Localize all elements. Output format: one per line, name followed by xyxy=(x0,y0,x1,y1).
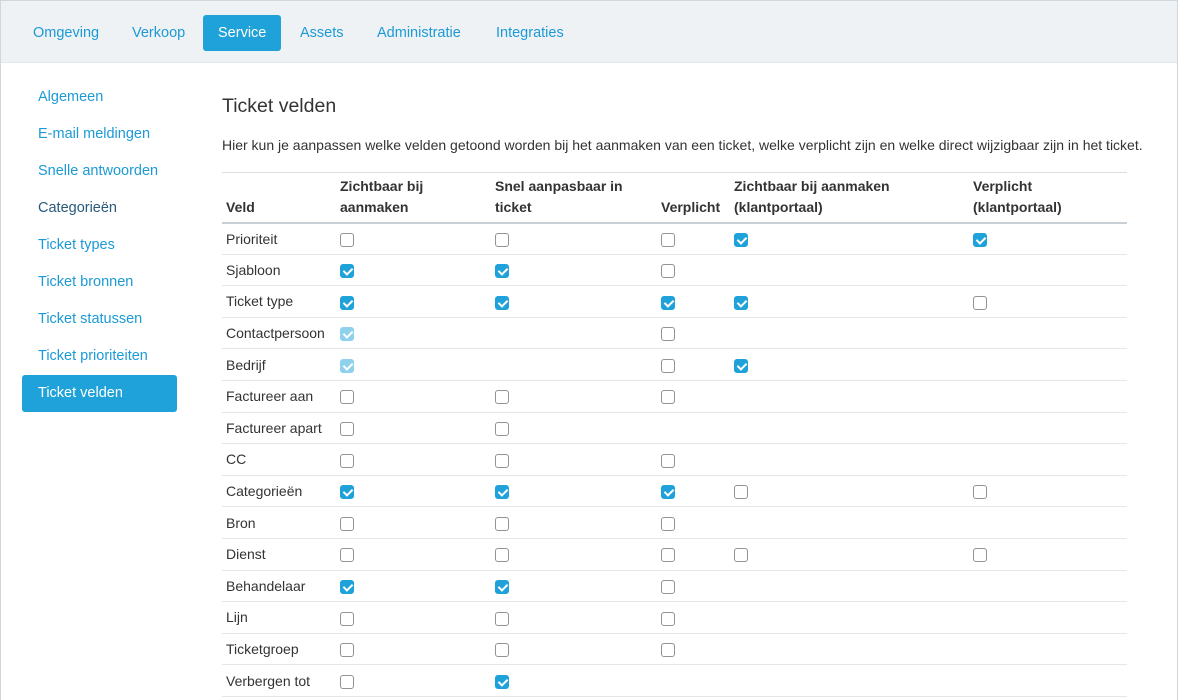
table-cell xyxy=(335,254,489,286)
zichtbaar-checkbox[interactable] xyxy=(340,422,354,436)
table-cell xyxy=(335,475,489,507)
table-cell xyxy=(728,349,967,381)
table-cell xyxy=(967,665,1127,697)
sidebar-item-categorieen[interactable]: Categorieën xyxy=(38,200,117,216)
field-label: Behandelaar xyxy=(226,577,306,594)
zichtbaar-checkbox[interactable] xyxy=(340,580,354,594)
verplicht-checkbox[interactable] xyxy=(661,327,675,341)
table-cell xyxy=(728,286,967,318)
table-cell xyxy=(655,633,728,665)
field-label: Dienst xyxy=(226,546,266,563)
table-cell xyxy=(655,286,728,318)
zichtbaar-checkbox xyxy=(340,359,354,373)
tab-assets[interactable]: Assets xyxy=(300,25,344,41)
table-cell xyxy=(728,665,967,697)
field-label: Prioriteit xyxy=(226,230,278,247)
table-cell xyxy=(655,223,728,255)
zichtbaar-checkbox[interactable] xyxy=(340,264,354,278)
table-cell xyxy=(728,633,967,665)
table-cell xyxy=(728,223,967,255)
sidebar-item-snelle-antwoorden[interactable]: Snelle antwoorden xyxy=(38,163,159,179)
table-cell xyxy=(489,570,655,602)
table-cell xyxy=(655,507,728,539)
table-cell xyxy=(335,633,489,665)
tab-integraties[interactable]: Integraties xyxy=(496,25,564,41)
zichtbaar-checkbox[interactable] xyxy=(340,517,354,531)
snel-aanpasbaar-checkbox[interactable] xyxy=(495,264,509,278)
snel-aanpasbaar-checkbox[interactable] xyxy=(495,643,509,657)
snel-aanpasbaar-checkbox[interactable] xyxy=(495,296,509,310)
top-navigation xyxy=(1,1,1178,63)
snel-aanpasbaar-checkbox[interactable] xyxy=(495,548,509,562)
table-cell xyxy=(655,602,728,634)
table-cell xyxy=(335,286,489,318)
field-label: Ticketgroep xyxy=(226,641,299,658)
sidebar-item-algemeen[interactable]: Algemeen xyxy=(38,89,104,105)
table-cell xyxy=(967,286,1127,318)
table-cell xyxy=(967,444,1127,476)
settings-sidebar xyxy=(22,79,177,412)
tab-verkoop[interactable]: Verkoop xyxy=(132,25,186,41)
verplicht-checkbox[interactable] xyxy=(661,485,675,499)
sidebar-item-email-meldingen[interactable]: E-mail meldingen xyxy=(38,126,151,142)
field-label: Bron xyxy=(226,514,256,531)
zichtbaar-checkbox xyxy=(340,327,354,341)
table-cell xyxy=(967,412,1127,444)
table-cell xyxy=(335,412,489,444)
field-label: Contactpersoon xyxy=(226,325,325,342)
zichtbaar-checkbox[interactable] xyxy=(340,643,354,657)
table-row xyxy=(222,223,1127,255)
field-label: Ticket type xyxy=(226,293,294,310)
table-row xyxy=(222,507,1127,539)
zichtbaar-checkbox[interactable] xyxy=(340,296,354,310)
table-cell xyxy=(335,507,489,539)
sidebar-item-ticket-velden[interactable]: Ticket velden xyxy=(22,375,177,412)
table-cell xyxy=(728,254,967,286)
table-cell xyxy=(967,633,1127,665)
verplicht-checkbox[interactable] xyxy=(661,454,675,468)
zichtbaar-checkbox[interactable] xyxy=(340,390,354,404)
table-row xyxy=(222,538,1127,570)
field-label: Lijn xyxy=(226,609,248,626)
table-row xyxy=(222,444,1127,476)
table-cell xyxy=(728,475,967,507)
snel-aanpasbaar-checkbox[interactable] xyxy=(495,517,509,531)
table-row xyxy=(222,380,1127,412)
table-cell xyxy=(655,570,728,602)
verplicht-checkbox[interactable] xyxy=(661,296,675,310)
zichtbaar-checkbox[interactable] xyxy=(340,612,354,626)
zichtbaar-klantportaal-checkbox[interactable] xyxy=(734,296,748,310)
zichtbaar-klantportaal-checkbox[interactable] xyxy=(734,359,748,373)
field-label: Bedrijf xyxy=(226,356,266,373)
table-cell xyxy=(967,317,1127,349)
table-cell xyxy=(335,223,489,255)
zichtbaar-checkbox[interactable] xyxy=(340,454,354,468)
table-cell xyxy=(728,412,967,444)
snel-aanpasbaar-checkbox[interactable] xyxy=(495,485,509,499)
snel-aanpasbaar-checkbox[interactable] xyxy=(495,454,509,468)
verplicht-checkbox[interactable] xyxy=(661,264,675,278)
verplicht-klantportaal-checkbox[interactable] xyxy=(973,233,987,247)
header-veld: Veld xyxy=(226,198,255,215)
table-cell xyxy=(489,538,655,570)
table-header-row xyxy=(222,173,1127,223)
table-row xyxy=(222,349,1127,381)
table-cell xyxy=(967,475,1127,507)
table-row xyxy=(222,602,1127,634)
table-cell xyxy=(489,412,655,444)
table-row xyxy=(222,475,1127,507)
field-label: Categorieën xyxy=(226,483,303,500)
table-cell xyxy=(655,412,728,444)
field-label: Sjabloon xyxy=(226,261,281,278)
table-cell xyxy=(655,317,728,349)
verplicht-checkbox[interactable] xyxy=(661,359,675,373)
verplicht-checkbox[interactable] xyxy=(661,548,675,562)
table-cell xyxy=(967,602,1127,634)
table-cell xyxy=(655,538,728,570)
table-cell xyxy=(489,665,655,697)
snel-aanpasbaar-checkbox[interactable] xyxy=(495,422,509,436)
table-cell xyxy=(967,380,1127,412)
table-row xyxy=(222,254,1127,286)
sidebar-item-ticket-prioriteiten[interactable]: Ticket prioriteiten xyxy=(38,348,148,364)
table-cell xyxy=(655,380,728,412)
table-cell xyxy=(335,570,489,602)
ticket-fields-table xyxy=(222,172,1127,697)
field-label: Verbergen tot xyxy=(226,672,311,689)
table-cell xyxy=(489,254,655,286)
table-cell xyxy=(728,380,967,412)
table-cell xyxy=(489,602,655,634)
table-cell xyxy=(655,665,728,697)
table-body xyxy=(222,223,1127,697)
header-snel-aanpasbaar: Snel aanpasbaar in ticket xyxy=(495,177,623,215)
table-cell xyxy=(728,444,967,476)
table-cell xyxy=(489,633,655,665)
zichtbaar-klantportaal-checkbox[interactable] xyxy=(734,485,748,499)
verplicht-klantportaal-checkbox[interactable] xyxy=(973,296,987,310)
table-cell xyxy=(967,570,1127,602)
table-row xyxy=(222,412,1127,444)
verplicht-checkbox[interactable] xyxy=(661,390,675,404)
snel-aanpasbaar-checkbox[interactable] xyxy=(495,233,509,247)
zichtbaar-checkbox[interactable] xyxy=(340,485,354,499)
snel-aanpasbaar-checkbox[interactable] xyxy=(495,390,509,404)
table-cell xyxy=(335,538,489,570)
verplicht-checkbox[interactable] xyxy=(661,233,675,247)
table-cell xyxy=(489,317,655,349)
verplicht-klantportaal-checkbox[interactable] xyxy=(973,485,987,499)
zichtbaar-klantportaal-checkbox[interactable] xyxy=(734,548,748,562)
verplicht-checkbox[interactable] xyxy=(661,517,675,531)
table-cell xyxy=(728,507,967,539)
verplicht-klantportaal-checkbox[interactable] xyxy=(973,548,987,562)
table-cell xyxy=(335,444,489,476)
table-cell xyxy=(489,444,655,476)
header-verplicht-klantportaal: Verplicht (klantportaal) xyxy=(973,177,1062,215)
header-verplicht: Verplicht xyxy=(661,198,721,215)
verplicht-checkbox[interactable] xyxy=(661,580,675,594)
table-cell xyxy=(967,223,1127,255)
table-cell xyxy=(728,602,967,634)
sidebar-item-ticket-bronnen[interactable]: Ticket bronnen xyxy=(38,274,134,290)
table-cell xyxy=(489,380,655,412)
snel-aanpasbaar-checkbox[interactable] xyxy=(495,675,509,689)
table-row xyxy=(222,633,1127,665)
table-cell xyxy=(655,475,728,507)
table-row xyxy=(222,665,1127,697)
table-cell xyxy=(489,349,655,381)
table-cell xyxy=(335,317,489,349)
header-zichtbaar-klantportaal: Zichtbaar bij aanmaken (klantportaal) xyxy=(734,177,890,215)
table-cell xyxy=(728,570,967,602)
table-cell xyxy=(655,349,728,381)
zichtbaar-klantportaal-checkbox[interactable] xyxy=(734,233,748,247)
table-cell xyxy=(967,538,1127,570)
tab-omgeving[interactable]: Omgeving xyxy=(33,25,100,41)
sidebar-item-ticket-types[interactable]: Ticket types xyxy=(38,237,115,253)
field-label: CC xyxy=(226,451,247,468)
table-cell xyxy=(335,380,489,412)
header-zichtbaar: Zichtbaar bij aanmaken xyxy=(340,177,424,215)
verplicht-checkbox[interactable] xyxy=(661,612,675,626)
table-cell xyxy=(335,665,489,697)
zichtbaar-checkbox[interactable] xyxy=(340,548,354,562)
table-row xyxy=(222,570,1127,602)
table-cell xyxy=(655,254,728,286)
page-title: Ticket velden xyxy=(222,95,337,117)
table-row xyxy=(222,286,1127,318)
table-cell xyxy=(489,507,655,539)
table-cell xyxy=(728,538,967,570)
tab-administratie[interactable]: Administratie xyxy=(377,25,461,41)
table-cell xyxy=(489,286,655,318)
table-cell xyxy=(967,349,1127,381)
table-cell xyxy=(489,475,655,507)
table-cell xyxy=(335,602,489,634)
table-cell xyxy=(655,444,728,476)
zichtbaar-checkbox[interactable] xyxy=(340,675,354,689)
snel-aanpasbaar-checkbox[interactable] xyxy=(495,612,509,626)
field-label: Factureer aan xyxy=(226,388,314,405)
table-row xyxy=(222,317,1127,349)
table-cell xyxy=(967,254,1127,286)
main-content xyxy=(222,89,1178,689)
table-cell xyxy=(335,349,489,381)
tab-service[interactable]: Service xyxy=(203,15,281,51)
field-label: Factureer apart xyxy=(226,419,322,436)
zichtbaar-checkbox[interactable] xyxy=(340,233,354,247)
sidebar-item-ticket-statussen[interactable]: Ticket statussen xyxy=(38,311,143,327)
verplicht-checkbox[interactable] xyxy=(661,643,675,657)
table-cell xyxy=(967,507,1127,539)
page-description: Hier kun je aanpassen welke velden getoond worden bij het aanmaken van een ticket, welke verplicht zijn en welke direct wijzigbaar zijn in het ticket. xyxy=(222,137,1143,153)
snel-aanpasbaar-checkbox[interactable] xyxy=(495,580,509,594)
table-cell xyxy=(489,223,655,255)
table-cell xyxy=(728,317,967,349)
